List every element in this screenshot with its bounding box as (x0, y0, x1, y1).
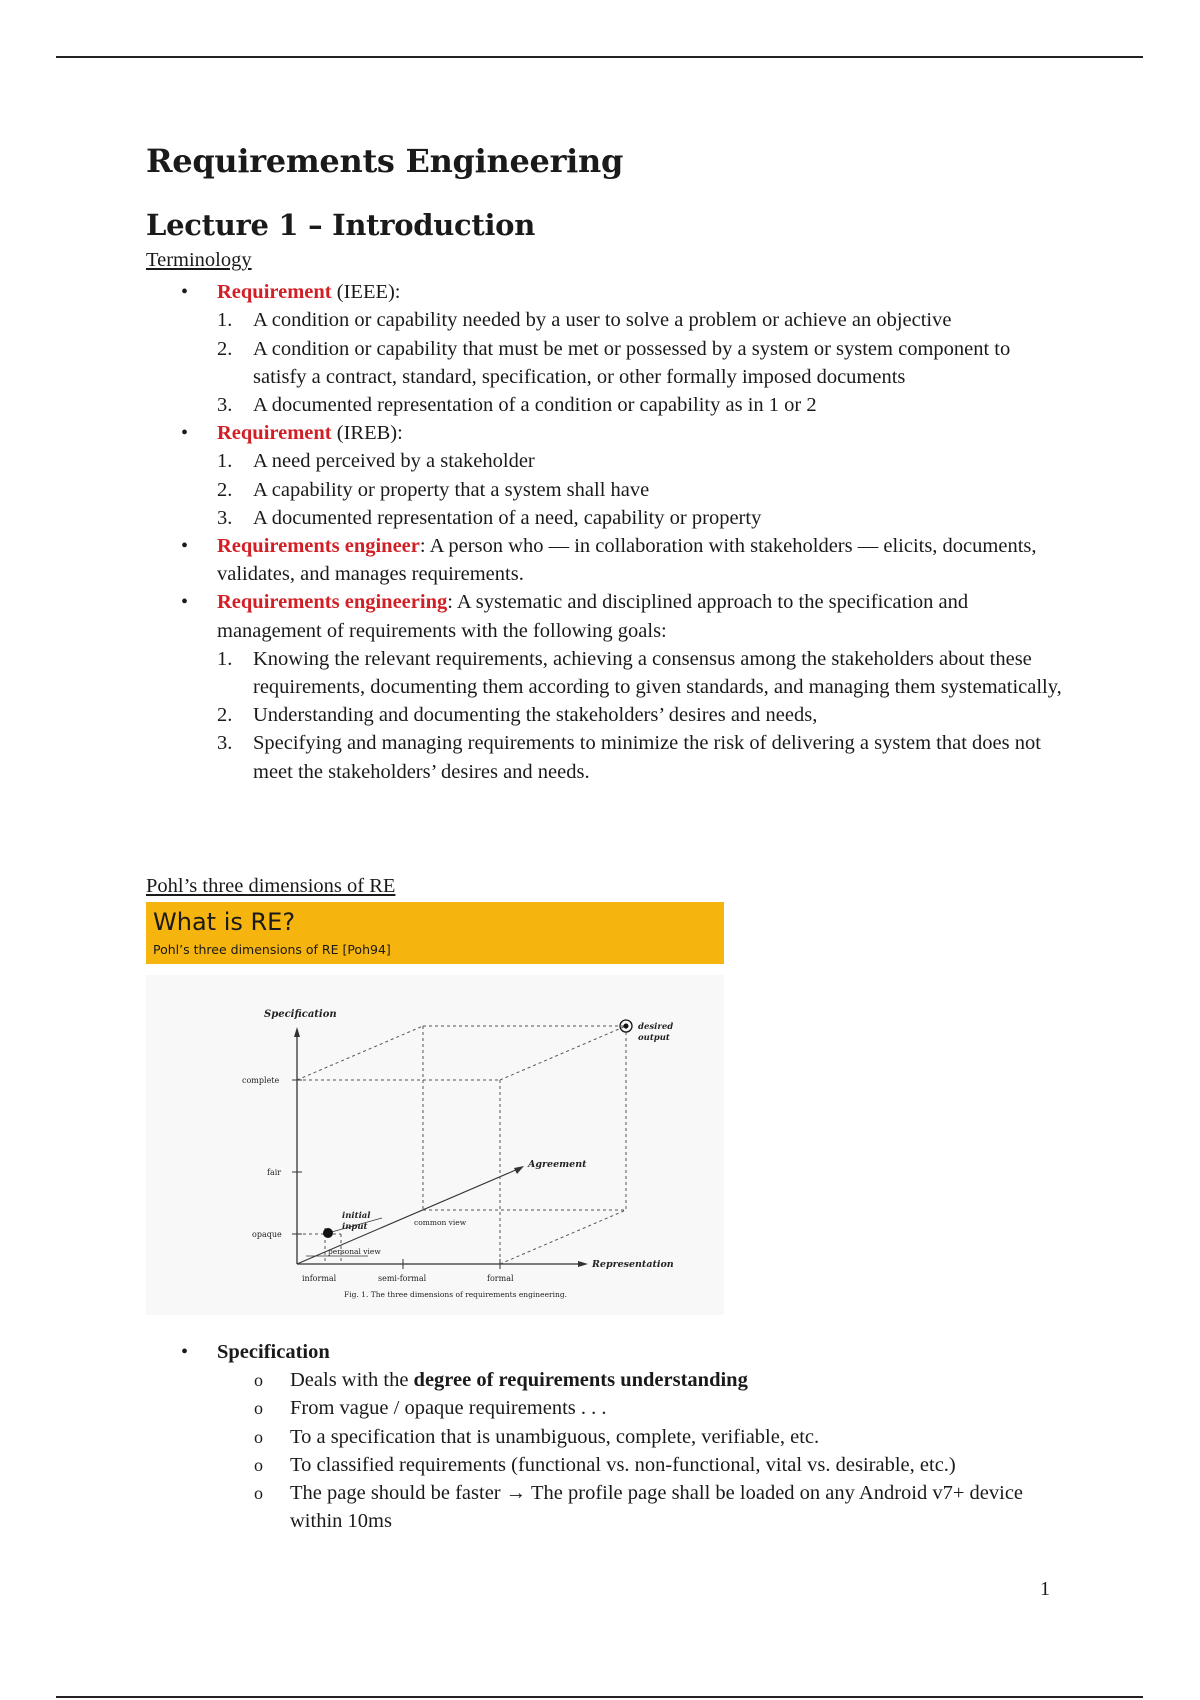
repr-axis-arrow (578, 1261, 588, 1267)
spec-fair-label: fair (267, 1168, 282, 1177)
spec-axis-label: Specification (264, 1009, 337, 1020)
desired-label-1: desired (638, 1022, 674, 1032)
doc-title: Requirements Engineering (146, 142, 624, 180)
term-label: Requirement (217, 422, 332, 445)
sub-list (217, 306, 1066, 419)
sub-item: 3. A documented representation of a need, capability or property (217, 506, 762, 529)
list-item (146, 1338, 1076, 1535)
term-label: Requirements engineering (217, 591, 448, 614)
repr-axis-label: Representation (592, 1259, 674, 1270)
sub-item: 3. A documented representation of a condition or capability as in 1 or 2 (217, 394, 817, 417)
spec-axis-arrow (294, 1027, 300, 1037)
figure-caption: Fig. 1. The three dimensions of requirements engineering. (344, 1290, 568, 1299)
page-content (146, 142, 1066, 786)
agree-axis-label: Agreement (528, 1159, 587, 1170)
sub-item: o Deals with the degree of requirements understanding (217, 1366, 1076, 1394)
bottom-rule (56, 1696, 1143, 1698)
sub-item: o To a specification that is unambiguous, complete, verifiable, etc. (217, 1423, 1076, 1451)
list-item: • Requirement (IEEE): 1. A condition or capability needed by a user to solve a problem or achieve an objective 2. A condition or capability that must be met or possessed by a system or system component to satisfy a contract, standard, specification, or other formally imposed documents 3. A documented representation of a condition or capability as in 1 or 2 (146, 278, 1066, 419)
banner-title: What is RE? (153, 908, 296, 936)
term-label: Requirement (217, 281, 332, 304)
lecture-title: Lecture 1 – Introduction (146, 208, 536, 242)
list-item: • Requirements engineer: A person who — in collaboration with stakeholders — elicits, documents, validates, and manages requirements. (146, 532, 1066, 588)
sub-item: 3. Specifying and managing requirements to minimize the risk of delivering a system that does not meet the stakeholders’ desires and needs. (217, 732, 1041, 783)
agree-axis-arrow (514, 1166, 524, 1174)
specification-list (146, 1338, 1076, 1535)
spec-complete-label: complete (242, 1076, 280, 1085)
pohl-heading: Pohl’s three dimensions of RE (146, 875, 396, 897)
list-item: • Requirements engineering: A systematic and disciplined approach to the specification and management of requirements with the following goals: 1. Knowing the relevant requirements, achieving a consensus among the stakeholders about these requirements, documenting them according to given standards, and managing them systematically, 2. Understanding and documenting the stakeholders’ desires and needs, 3. Specifying and managing requirements to minimize the risk of delivering a system that does not meet the stakeholders’ desires and needs. (146, 588, 1066, 785)
initial-label-2: input (342, 1222, 368, 1232)
slide-banner (146, 902, 724, 964)
three-dimensions-diagram (146, 975, 724, 1315)
initial-label-1: initial (342, 1211, 371, 1221)
repr-formal-label: formal (487, 1274, 514, 1283)
terminology-list (146, 278, 1066, 786)
specification-section (146, 1338, 1076, 1535)
sub-item: 2. A condition or capability that must be met or possessed by a system or system component to satisfy a contract, standard, specification, or other formally imposed documents (217, 337, 1011, 388)
top-rule (56, 56, 1143, 58)
banner-subtitle: Pohl’s three dimensions of RE [Poh94] (153, 942, 391, 957)
page-number: 1 (1040, 1578, 1050, 1600)
initial-input-point (323, 1228, 333, 1238)
box-edge (500, 1210, 626, 1264)
specification-label: Specification (217, 1341, 330, 1363)
desired-label-2: output (638, 1033, 670, 1043)
common-view-label: common view (414, 1218, 467, 1227)
sub-item: o To classified requirements (functional vs. non-functional, vital vs. desirable, etc.) (217, 1451, 1076, 1479)
repr-informal-label: informal (302, 1274, 337, 1283)
sub-item: o The page should be faster → The profile page shall be loaded on any Android v7+ device within 10ms (217, 1479, 1076, 1535)
sub-item: 1. A condition or capability needed by a user to solve a problem or achieve an objective (217, 309, 952, 332)
spec-opaque-label: opaque (252, 1230, 282, 1239)
pohl-section (146, 872, 395, 904)
list-item: • Requirement (IREB): 1. A need perceived by a stakeholder 2. A capability or property that a system shall have 3. A documented representation of a need, capability or property (146, 419, 1066, 532)
term-label: Requirements engineer (217, 535, 420, 558)
sub-item: 2. A capability or property that a system shall have (217, 478, 650, 501)
sub-item: 2. Understanding and documenting the stakeholders’ desires and needs, (217, 704, 818, 727)
repr-semiformal-label: semi-formal (378, 1274, 427, 1283)
personal-view-label: personal view (328, 1247, 381, 1256)
terminology-heading: Terminology (146, 249, 252, 271)
sub-item: o From vague / opaque requirements . . . (217, 1394, 1076, 1422)
three-dimensions-figure (146, 975, 724, 1315)
sub-item: 1. Knowing the relevant requirements, achieving a consensus among the stakeholders about these requirements, documenting them according to given standards, and managing them systematically, (217, 647, 1062, 699)
sub-list (217, 1366, 1076, 1535)
box-edge (297, 1026, 423, 1080)
sub-list (217, 645, 1066, 786)
sub-list (217, 447, 1066, 532)
box-edge (500, 1026, 626, 1080)
desired-output-point-inner (624, 1024, 629, 1029)
sub-item: 1. A need perceived by a stakeholder (217, 450, 535, 473)
